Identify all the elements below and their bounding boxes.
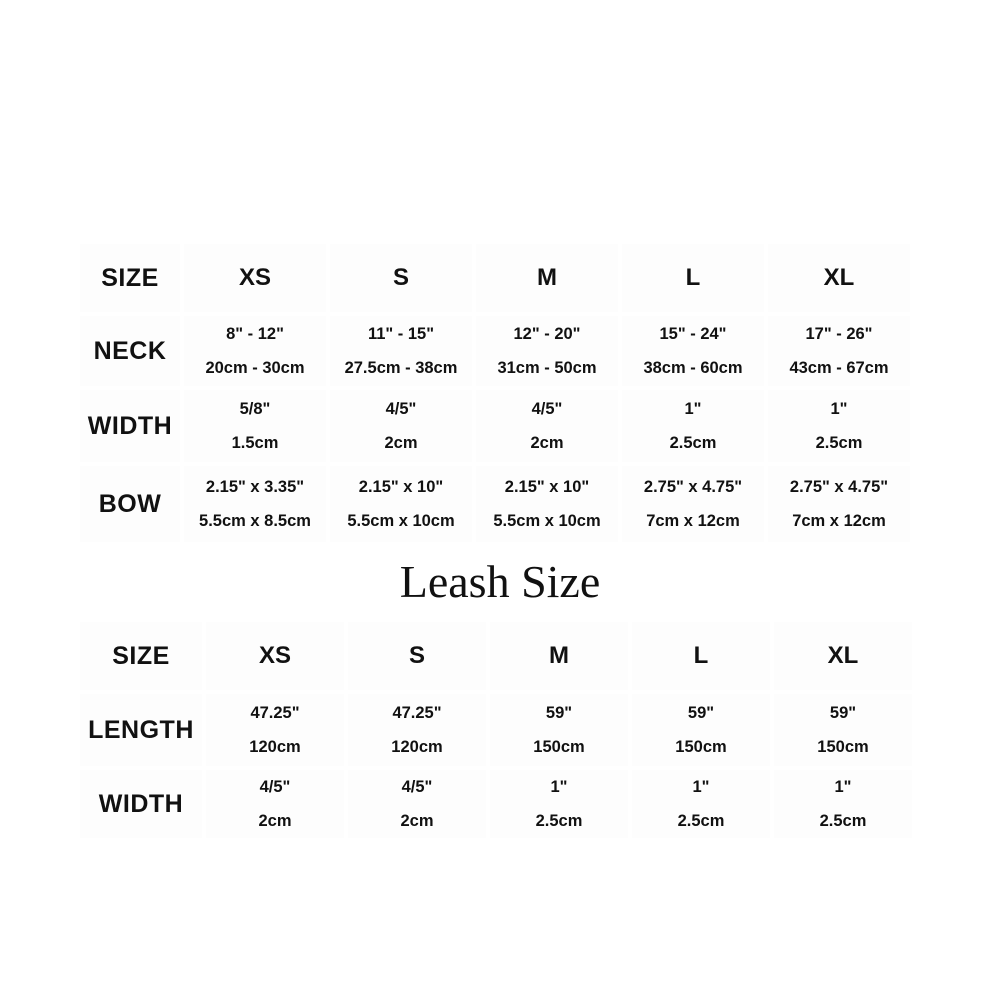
bow-l-imperial: 2.75" x 4.75" <box>643 478 743 496</box>
collar-width-xs-metric: 1.5cm <box>231 434 279 452</box>
leash-width-cell-l <box>632 770 770 838</box>
collar-width-cell-s <box>330 390 472 462</box>
leash-width-label: WIDTH <box>80 770 202 838</box>
bow-s-metric: 5.5cm x 10cm <box>347 512 455 530</box>
collar-width-row <box>80 390 910 462</box>
leash-width-cell-xs <box>206 770 344 838</box>
bow-xl-metric: 7cm x 12cm <box>792 512 886 530</box>
leash-size-label: SIZE <box>80 622 202 690</box>
neck-cell-m <box>476 316 618 386</box>
collar-size-s: S <box>330 244 472 312</box>
collar-size-table <box>76 240 914 546</box>
bow-cell-xs <box>184 466 326 542</box>
neck-xl-imperial: 17" - 26" <box>805 325 873 343</box>
length-l-imperial: 59" <box>687 704 715 722</box>
leash-size-xl: XL <box>774 622 912 690</box>
collar-width-cell-m <box>476 390 618 462</box>
leash-width-s-metric: 2cm <box>400 812 434 830</box>
leash-width-xs-imperial: 4/5" <box>259 778 291 796</box>
neck-cell-s <box>330 316 472 386</box>
bow-xl-imperial: 2.75" x 4.75" <box>789 478 889 496</box>
neck-m-metric: 31cm - 50cm <box>497 359 597 377</box>
length-l-metric: 150cm <box>675 738 727 756</box>
neck-cell-l <box>622 316 764 386</box>
leash-size-xs: XS <box>206 622 344 690</box>
bow-xs-metric: 5.5cm x 8.5cm <box>199 512 311 530</box>
leash-width-row <box>80 770 912 838</box>
length-cell-s <box>348 694 486 766</box>
length-xl-metric: 150cm <box>817 738 869 756</box>
leash-size-m: M <box>490 622 628 690</box>
collar-width-s-imperial: 4/5" <box>385 400 417 418</box>
length-xs-metric: 120cm <box>249 738 301 756</box>
length-cell-m <box>490 694 628 766</box>
length-label: LENGTH <box>80 694 202 766</box>
bow-cell-xl <box>768 466 910 542</box>
collar-width-cell-l <box>622 390 764 462</box>
neck-cell-xl <box>768 316 910 386</box>
length-m-imperial: 59" <box>545 704 573 722</box>
collar-width-m-metric: 2cm <box>530 434 564 452</box>
neck-xs-metric: 20cm - 30cm <box>205 359 305 377</box>
neck-m-imperial: 12" - 20" <box>513 325 581 343</box>
collar-size-m: M <box>476 244 618 312</box>
neck-xl-metric: 43cm - 67cm <box>789 359 889 377</box>
leash-width-xl-imperial: 1" <box>834 778 852 796</box>
leash-width-l-imperial: 1" <box>692 778 710 796</box>
length-xl-imperial: 59" <box>829 704 857 722</box>
collar-width-l-imperial: 1" <box>684 400 702 418</box>
neck-cell-xs <box>184 316 326 386</box>
collar-width-xs-imperial: 5/8" <box>239 400 271 418</box>
leash-header-row <box>80 622 912 690</box>
collar-neck-row <box>80 316 910 386</box>
leash-size-s: S <box>348 622 486 690</box>
neck-l-imperial: 15" - 24" <box>659 325 727 343</box>
collar-bow-row <box>80 466 910 542</box>
leash-width-cell-m <box>490 770 628 838</box>
collar-size-l: L <box>622 244 764 312</box>
collar-header-row <box>80 244 910 312</box>
collar-width-l-metric: 2.5cm <box>669 434 717 452</box>
collar-width-m-imperial: 4/5" <box>531 400 563 418</box>
leash-width-m-metric: 2.5cm <box>535 812 583 830</box>
bow-m-metric: 5.5cm x 10cm <box>493 512 601 530</box>
bow-m-imperial: 2.15" x 10" <box>504 478 590 496</box>
leash-width-xl-metric: 2.5cm <box>819 812 867 830</box>
leash-size-title: Leash Size <box>399 556 601 607</box>
bow-cell-m <box>476 466 618 542</box>
leash-width-s-imperial: 4/5" <box>401 778 433 796</box>
leash-width-cell-xl <box>774 770 912 838</box>
collar-size-xs: XS <box>184 244 326 312</box>
leash-size-table <box>76 618 916 842</box>
leash-width-m-imperial: 1" <box>550 778 568 796</box>
length-s-metric: 120cm <box>391 738 443 756</box>
collar-width-label: WIDTH <box>80 390 180 462</box>
collar-size-xl: XL <box>768 244 910 312</box>
length-cell-l <box>632 694 770 766</box>
leash-width-l-metric: 2.5cm <box>677 812 725 830</box>
length-s-imperial: 47.25" <box>392 704 442 722</box>
bow-cell-l <box>622 466 764 542</box>
neck-xs-imperial: 8" - 12" <box>226 325 284 343</box>
neck-s-imperial: 11" - 15" <box>367 325 435 343</box>
collar-width-cell-xs <box>184 390 326 462</box>
length-cell-xl <box>774 694 912 766</box>
leash-width-cell-s <box>348 770 486 838</box>
length-xs-imperial: 47.25" <box>250 704 300 722</box>
length-cell-xs <box>206 694 344 766</box>
collar-width-xl-imperial: 1" <box>830 400 848 418</box>
neck-label: NECK <box>80 316 180 386</box>
bow-s-imperial: 2.15" x 10" <box>358 478 444 496</box>
collar-width-s-metric: 2cm <box>384 434 418 452</box>
bow-label: BOW <box>80 466 180 542</box>
neck-l-metric: 38cm - 60cm <box>643 359 743 377</box>
bow-xs-imperial: 2.15" x 3.35" <box>205 478 305 496</box>
leash-width-xs-metric: 2cm <box>258 812 292 830</box>
bow-l-metric: 7cm x 12cm <box>646 512 740 530</box>
collar-size-label: SIZE <box>80 244 180 312</box>
collar-width-xl-metric: 2.5cm <box>815 434 863 452</box>
collar-width-cell-xl <box>768 390 910 462</box>
bow-cell-s <box>330 466 472 542</box>
leash-length-row <box>80 694 912 766</box>
leash-size-l: L <box>632 622 770 690</box>
length-m-metric: 150cm <box>533 738 585 756</box>
neck-s-metric: 27.5cm - 38cm <box>344 359 458 377</box>
